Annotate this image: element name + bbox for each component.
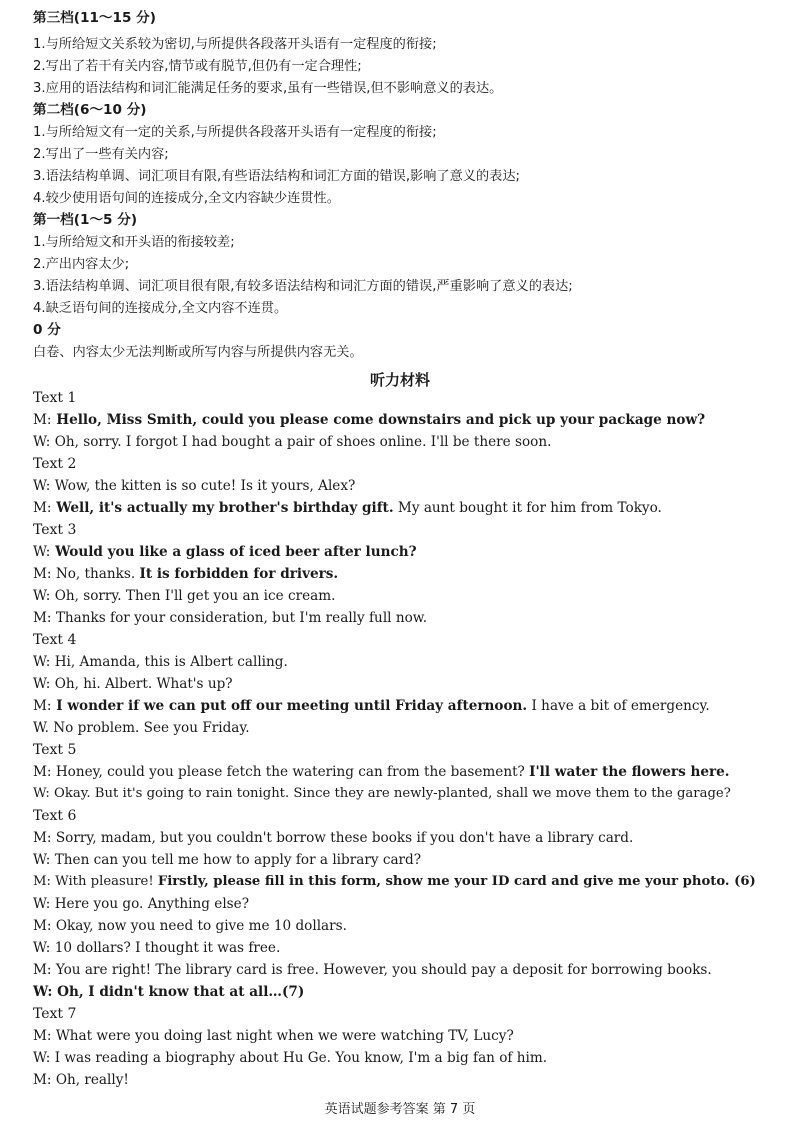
dialogue-text: I was reading a biography about Hu Ge. You know, I'm a big fan of him. (50, 1050, 548, 1066)
speaker: M: (33, 1072, 52, 1088)
text2-label: Text 2 (33, 456, 77, 472)
speaker: W: (33, 786, 50, 801)
speaker: M: (33, 412, 52, 428)
speaker: W: (33, 940, 51, 956)
speaker: W: (33, 676, 51, 692)
text5-line2 (33, 783, 782, 805)
text6-line4 (33, 893, 782, 915)
band3-item-1: 1.与所给短文关系较为密切,与所提供各段落开头语有一定程度的衔接; (33, 37, 437, 52)
speaker: M: (33, 610, 52, 626)
key-sentence: I'll water the flowers here. (529, 764, 730, 780)
speaker: M: (33, 874, 51, 889)
text3-line2 (33, 563, 782, 585)
text6-line1 (33, 827, 782, 849)
band3-item-3: 3.应用的语法结构和词汇能满足任务的要求,虽有一些错误,但不影响意义的表达。 (33, 81, 503, 96)
dialogue-text: What were you doing last night when we were watching TV, Lucy? (51, 1028, 514, 1044)
text5-label: Text 5 (33, 742, 77, 758)
text3-line3 (33, 585, 782, 607)
band2-item-4: 4.较少使用语句间的连接成分,全文内容缺少连贯性。 (33, 191, 340, 206)
text4-label: Text 4 (33, 632, 77, 648)
text3-line1 (33, 541, 782, 563)
text7-label: Text 7 (33, 1006, 77, 1022)
dialogue-text: With pleasure! (50, 874, 158, 889)
dialogue-text: No, thanks. (51, 566, 140, 582)
text1-line1 (33, 409, 782, 431)
speaker: W. (33, 720, 49, 736)
band0-heading: 0 分 (33, 322, 61, 338)
text3-label: Text 3 (33, 522, 77, 538)
dialogue-text: Sorry, madam, but you couldn't borrow these books if you don't have a library card. (51, 830, 634, 846)
dialogue-text: Oh, hi. Albert. What's up? (50, 676, 233, 692)
dialogue-text: Honey, could you please fetch the watering can from the basement? (51, 764, 530, 780)
page-footer: 英语试题参考答案 第 7 页 (324, 1102, 476, 1117)
text6-line8 (33, 981, 782, 1003)
text1-line2 (33, 431, 782, 453)
speaker: M: (33, 500, 52, 516)
key-sentence: Would you like a glass of iced beer after lunch? (50, 544, 417, 560)
dialogue-text: Then can you tell me how to apply for a library card? (50, 852, 422, 868)
dialogue-text: Oh, really! (51, 1072, 129, 1088)
speaker: W: (33, 434, 51, 450)
text6-line5 (33, 915, 782, 937)
speaker: W: (33, 478, 51, 494)
dialogue-text: You are right! The library card is free. However, you should pay a deposit for borrowing books. (51, 962, 712, 978)
text6-line6 (33, 937, 782, 959)
band3-item-2: 2.写出了若干有关内容,情节或有脱节,但仍有一定合理性; (33, 59, 362, 74)
text4-line4 (33, 717, 782, 739)
text5-line1 (33, 761, 782, 783)
dialogue-text: Wow, the kitten is so cute! Is it yours, Alex? (50, 478, 356, 494)
text4-line3 (33, 695, 782, 717)
dialogue-text: My aunt bought it for him from Tokyo. (393, 500, 662, 516)
key-sentence: Oh, I didn't know that at all…(7) (52, 984, 305, 1000)
speaker: W: (33, 896, 51, 912)
dialogue-text: Hi, Amanda, this is Albert calling. (50, 654, 288, 670)
key-sentence: It is forbidden for drivers. (139, 566, 339, 582)
text2-line2 (33, 497, 782, 519)
text7-line2 (33, 1047, 782, 1069)
dialogue-text: I have a bit of emergency. (527, 698, 710, 714)
speaker: W: (33, 984, 53, 1000)
band1-heading: 第一档(1～5 分) (33, 212, 138, 228)
dialogue-text: Oh, sorry. Then I'll get you an ice cream. (50, 588, 336, 604)
speaker: M: (33, 830, 52, 846)
key-sentence: Firstly, please fill in this form, show me your ID card and give me your photo. (6) (157, 874, 756, 889)
dialogue-text: Okay, now you need to give me 10 dollars. (51, 918, 347, 934)
text1-label: Text 1 (33, 390, 77, 406)
dialogue-text: 10 dollars? I thought it was free. (50, 940, 281, 956)
speaker: M: (33, 764, 52, 780)
speaker: W: (33, 544, 51, 560)
speaker: M: (33, 1028, 52, 1044)
band3-heading: 第三档(11～15 分) (33, 10, 156, 26)
listening-title: 听力材料 (369, 371, 430, 389)
band2-item-3: 3.语法结构单调、词汇项目有限,有些语法结构和词汇方面的错误,影响了意义的表达; (33, 169, 520, 184)
dialogue-text: Here you go. Anything else? (50, 896, 249, 912)
text4-line2 (33, 673, 782, 695)
text4-line1 (33, 651, 782, 673)
speaker: M: (33, 962, 52, 978)
key-sentence: Well, it's actually my brother's birthday gift. (51, 500, 394, 516)
speaker: W: (33, 654, 51, 670)
text2-line1 (33, 475, 782, 497)
dialogue-text: Thanks for your consideration, but I'm really full now. (51, 610, 428, 626)
text6-line2 (33, 849, 782, 871)
text7-line3 (33, 1069, 782, 1091)
band1-item-4: 4.缺乏语句间的连接成分,全文内容不连贯。 (33, 301, 288, 316)
band2-heading: 第二档(6～10 分) (33, 102, 147, 118)
speaker: M: (33, 698, 52, 714)
speaker: M: (33, 566, 52, 582)
speaker: W: (33, 1050, 51, 1066)
dialogue-text: No problem. See you Friday. (48, 720, 250, 736)
speaker: M: (33, 918, 52, 934)
band1-item-2: 2.产出内容太少; (33, 257, 130, 272)
dialogue-text: Okay. But it's going to rain tonight. Since they are newly-planted, shall we move them to the garage? (49, 786, 731, 801)
band2-item-2: 2.写出了一些有关内容; (33, 147, 169, 162)
text6-line3 (33, 871, 782, 893)
band1-item-3: 3.语法结构单调、词汇项目很有限,有较多语法结构和词汇方面的错误,严重影响了意义的表达; (33, 279, 573, 294)
speaker: W: (33, 588, 51, 604)
band0-item-1: 白卷、内容太少无法判断或所写内容与所提供内容无关。 (33, 345, 363, 360)
band2-item-1: 1.与所给短文有一定的关系,与所提供各段落开头语有一定程度的衔接; (33, 125, 437, 140)
dialogue-text: Oh, sorry. I forgot I had bought a pair of shoes online. I'll be there soon. (50, 434, 552, 450)
text7-line1 (33, 1025, 782, 1047)
text6-label: Text 6 (33, 808, 77, 824)
key-sentence: I wonder if we can put off our meeting until Friday afternoon. (51, 698, 528, 714)
band1-item-1: 1.与所给短文和开头语的衔接较差; (33, 235, 235, 250)
text3-line4 (33, 607, 782, 629)
text6-line7 (33, 959, 782, 981)
key-sentence: Hello, Miss Smith, could you please come downstairs and pick up your package now? (51, 412, 706, 428)
speaker: W: (33, 852, 51, 868)
